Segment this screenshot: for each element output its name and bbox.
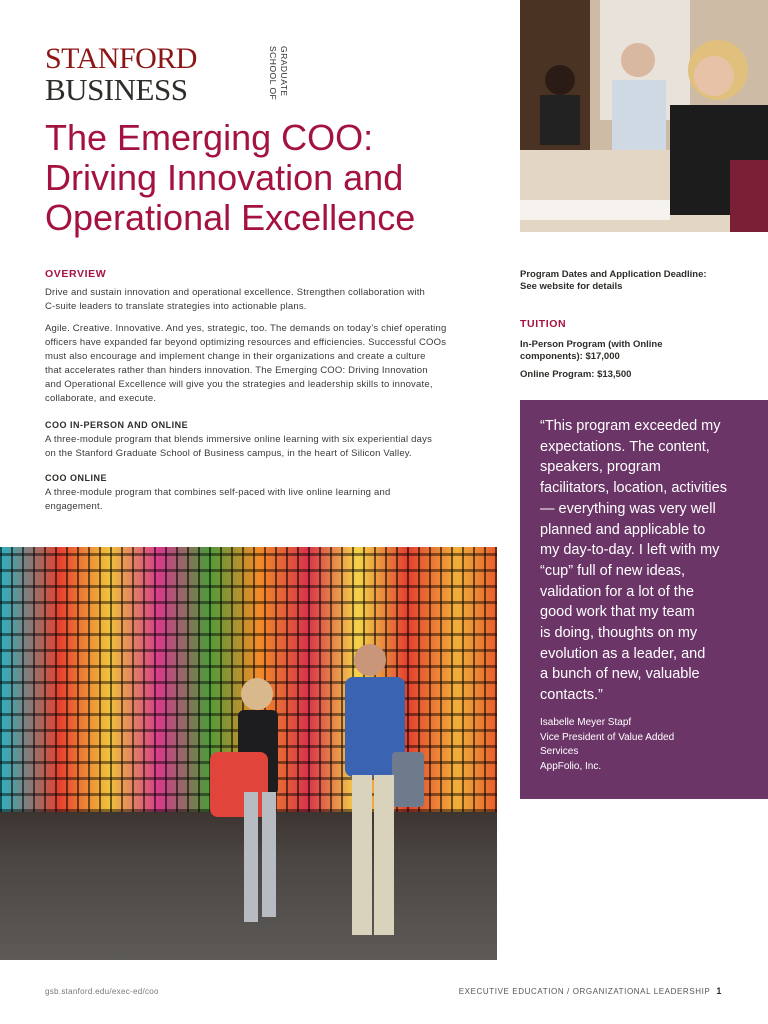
footer-section: EXECUTIVE EDUCATION / ORGANIZATIONAL LEADERSHIP 1 xyxy=(458,986,722,996)
logo-school-of-graduate: GRADUATE SCHOOL OF xyxy=(268,46,289,101)
overview-heading: OVERVIEW xyxy=(45,268,107,280)
tuition-heading: TUITION xyxy=(520,318,567,330)
page-number: 1 xyxy=(716,986,722,996)
coo-in-person-heading: COO IN-PERSON AND ONLINE xyxy=(45,420,189,430)
program-dates: Program Dates and Application Deadline: See website for details xyxy=(520,269,707,292)
footer-url: gsb.stanford.edu/exec-ed/coo xyxy=(45,987,159,996)
tuition-in-person: In-Person Program (with Online components): $17,000 xyxy=(520,339,663,362)
color-wall-photo xyxy=(0,547,497,960)
testimonial-quote-box xyxy=(520,400,768,799)
overview-body: Agile. Creative. Innovative. And yes, strategic, too. The demands on today’s chief operating officers have expanded far beyond optimizing resources and efficiencies. Successful COOs must also encourage and implement change in their organizations and create a culture that accelerates rather than hinders innovation. The Emerging COO: Driving Innovation and Operational Excellence will give you the strategies and leadership skills to innovate, collaborate, and execute. xyxy=(45,323,447,404)
coo-online-body: A three-module program that combines self-paced with live online learning and engagement. xyxy=(45,487,391,512)
coo-online-heading: COO ONLINE xyxy=(45,473,108,483)
people-illustration xyxy=(0,547,497,960)
classroom-photo xyxy=(520,0,768,232)
coo-in-person-body: A three-module program that blends immersive online learning with six experiential days on the Stanford Graduate School of Business campus, in the heart of Silicon Valley. xyxy=(45,434,433,459)
page-title: The Emerging COO: Driving Innovation and Operational Excellence xyxy=(45,117,416,238)
classroom-photo-illustration xyxy=(520,0,768,232)
logo-stanford: STANFORD xyxy=(45,42,197,75)
testimonial-quote: “This program exceeded my expectations. The content, speakers, program facilitators, location, activities — everything was very well planned and applicable to my day-to-day. I left with my “cup” full of new ideas, validation for a lot of the good work that my team is doing, thoughts on my evolution as a leader, and a bunch of new, valuable contacts.” xyxy=(540,418,727,704)
testimonial-attribution: Isabelle Meyer Stapf Vice President of Value Added Services AppFolio, Inc. xyxy=(540,717,675,772)
overview-intro: Drive and sustain innovation and operational excellence. Strengthen collaboration with C-suite leaders to translate strategies into actionable plans. xyxy=(45,287,426,312)
stanford-gsb-logo xyxy=(45,42,289,107)
logo-business: BUSINESS xyxy=(45,72,188,107)
tuition-online: Online Program: $13,500 xyxy=(520,369,632,380)
